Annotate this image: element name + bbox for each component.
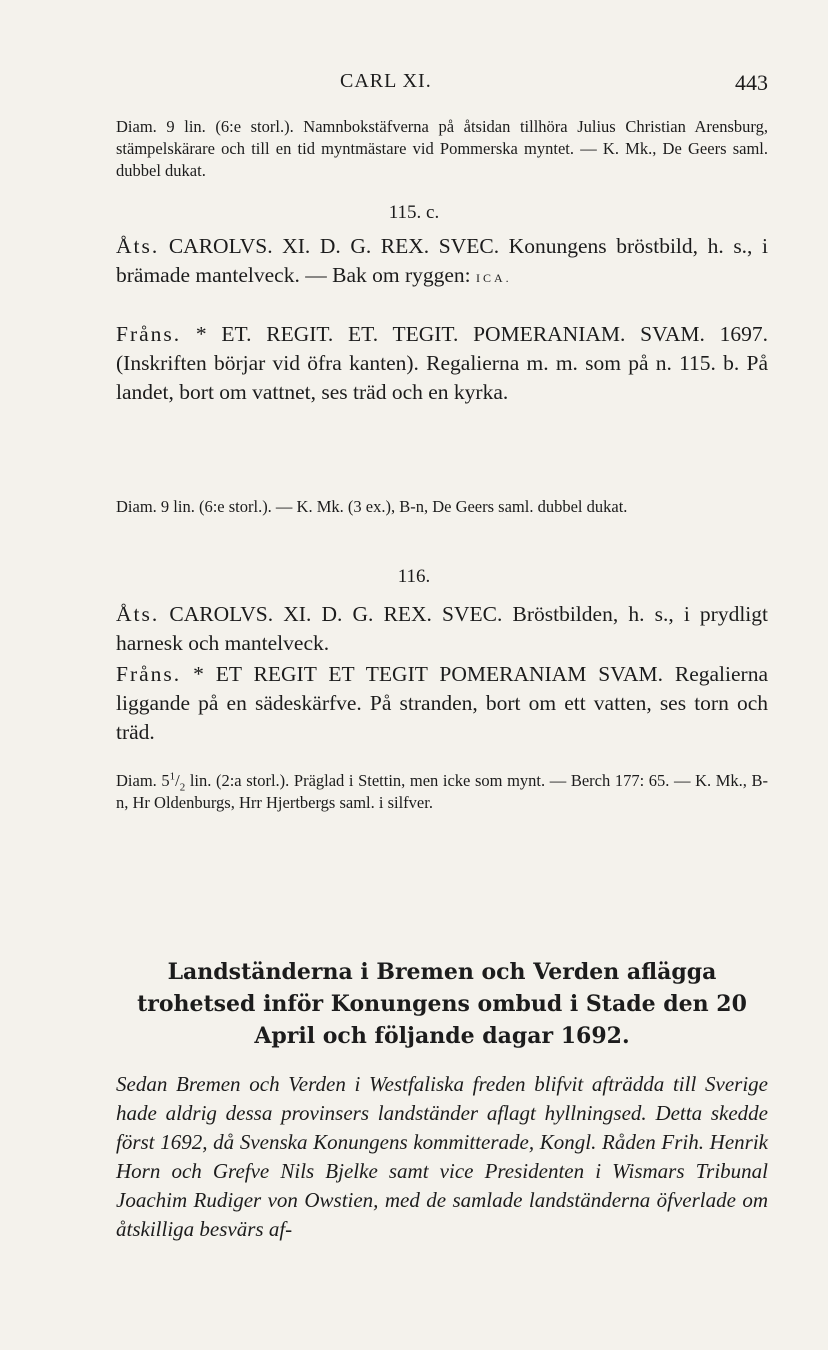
entry-number-116: 116. [397,566,431,587]
entry-115c-reverse [116,320,768,407]
entry-116-reverse [116,660,768,747]
engraver-mark: ICA. [476,271,512,285]
reverse-text: * ET REGIT ET TEGIT POMERANIAM SVAM. Regalierna liggande på en sädeskärfve. På stranden, bort om ett vatten, ses torn och träd. [116,662,769,744]
page-number: 443 [735,70,768,95]
section-heading: Landständerna i Bremen och Verden aflägga trohetsed inför Konungens ombud i Stade den 20 April och följande dagar 1692. [137,959,747,1049]
obverse-label: Åts. [116,602,160,626]
entry-115b-description [116,116,768,182]
entry-115c-obverse [116,232,768,293]
entry-116-description: Diam. $5^1/_2$ lin. (2:a storl.). Präglad i Stettin, men icke som mynt. — Berch 177: 65. — K. Mk., B-n, Hr Oldenburgs, Hrr Hjertbergs saml. i silfver. [116,770,768,812]
description-text: Diam. 9 lin. (6:e storl.). Namnbokstäfverna på åtsidan tillhöra Julius Christian Arensburg, stämpelskärare och till en tid myntmästare vid Pommerska myntet. — K. Mk., De Geers saml. dubbel dukat. [116,117,768,180]
entry-number-115c: 115. c. [388,202,440,223]
running-title: CARL XI. [340,70,432,92]
reverse-text: * ET. REGIT. ET. TEGIT. POMERANIAM. SVAM. 1697. (Inskriften börjar vid öfra kanten). Regalierna m. m. som på n. 115. b. På landet, bort om vattnet, ses träd och en kyrka. [116,322,768,404]
fraction-numerator: 1 [169,770,176,783]
entry-116-obverse [116,600,768,658]
page-header [0,70,828,100]
reverse-label: Fråns. [116,322,182,346]
fraction-denominator: 2 [179,781,186,794]
description-text: Diam. 9 lin. (6:e storl.). — K. Mk. (3 ex.), B-n, De Geers saml. dubbel dukat. [116,497,628,516]
description-pre: Diam. 5 [116,771,170,790]
section-text [116,1070,768,1244]
obverse-text: CAROLVS. XI. D. G. REX. SVEC. Bröstbilden, h. s., i prydligt harnesk och mantelveck. [116,602,769,655]
reverse-label: Fråns. [116,662,182,686]
entry-115c-description [116,496,768,518]
obverse-label: Åts. [116,234,160,258]
section-paragraph: Sedan Bremen och Verden i Westfaliska freden blifvit afträdda till Sverige hade aldrig dessa provinsers landständer aflagt hyllningsed. Detta skedde först 1692, då Svenska Konungens kommitterade, Kongl. Råden Frih. Henrik Horn och Grefve Nils Bjelke samt vice Presidenten i Wismars Tribunal Joachim Rudiger von Owstien, med de samlade landständerna öfverlade om åtskilliga besvärs af- [116,1072,768,1241]
description-post: lin. (2:a storl.). Präglad i Stettin, men icke som mynt. — Berch 177: 65. — K. Mk., B-n, Hr Oldenburgs, Hrr Hjertbergs saml. i silfver. [116,771,768,812]
obverse-text: CAROLVS. XI. D. G. REX. SVEC. Konungens bröstbild, h. s., i brämade mantelveck. — Bak om ryggen: [116,234,768,287]
